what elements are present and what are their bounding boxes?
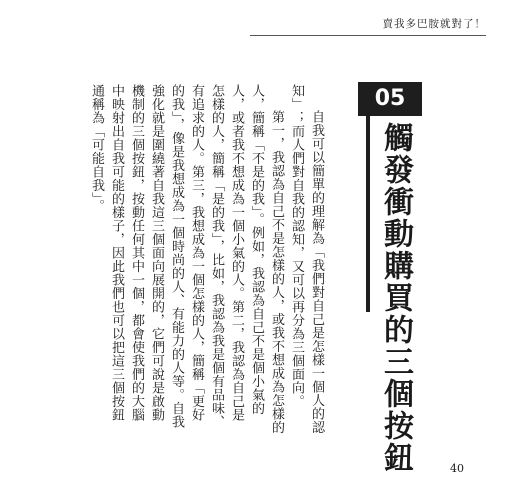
running-header: 賣我多巴胺就對了！ [250,16,486,36]
paragraph: 第一，我認為自己不是怎樣的人，或我不想成為怎樣的人，簡稱「不是的我」。例如，我認為自己不是個小氣的人，或者我不想成為一個小氣的人。第二，我認為自己是怎樣的人，簡稱「是的我」，比如，我認為我是個有品味、有追求的人。第三，我想成為一個怎樣的人，簡稱「更好的我」，像是我想成為一個時尚的人、有能力的人等。自我強化就是圍繞著自我這三個面向展開的，它們可說是啟動機制的三個按鈕，按動任何其中一個，都會使我們的大腦中映射出自我可能的樣子，因此我們也可以把這三個按鈕通稱為「可能自我」。 [89,84,284,434]
paragraph: 自我可以簡單的理解為「我們對自己是怎樣一個人的認知」；而人們對自我的認知，又可以再分為三個面向。 [289,84,324,434]
chapter-number-badge: 05 [358,82,422,116]
chapter-title: 觸發衝動購買的三個按鈕 [378,122,413,474]
page-number: 40 [450,462,464,475]
chapter-title-rule [366,116,370,312]
chapter-heading [358,82,422,116]
body-text [89,84,326,434]
